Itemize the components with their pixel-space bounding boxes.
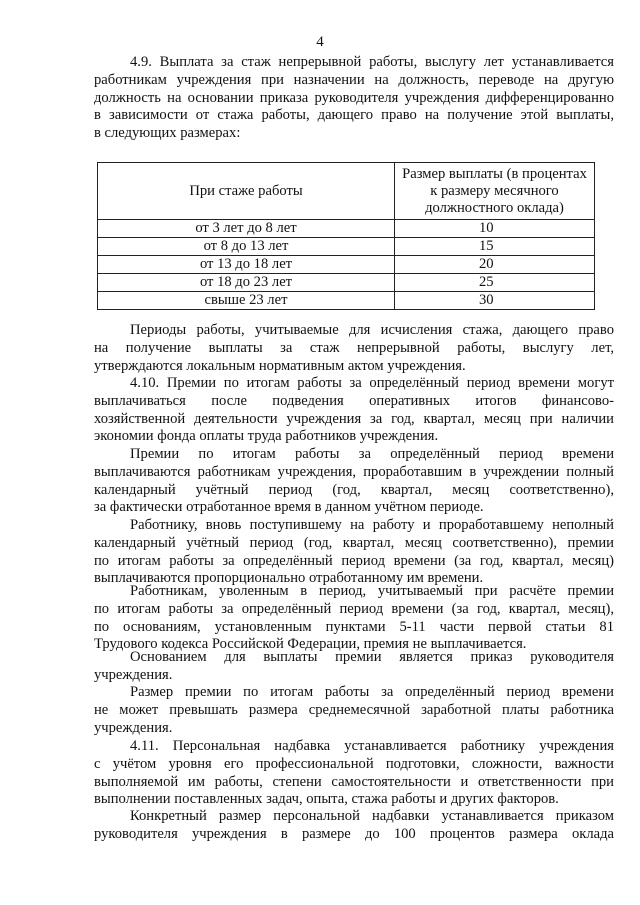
cell-period: от 18 до 23 лет: [98, 274, 395, 292]
cell-period: от 13 до 18 лет: [98, 256, 395, 274]
text-line: по основаниям, установленным пунктами 5-11 части первой статьи 81: [94, 618, 614, 635]
text-line: должность на основании приказа руководителя учреждения дифференцированно: [94, 89, 614, 106]
paragraph: [94, 649, 614, 685]
seniority-pay-table: [97, 162, 595, 310]
text-line: Конкретный размер персональной надбавки устанавливается приказом: [130, 808, 614, 824]
text-line: календарный учётный период (год, квартал, месяц соответственно),: [94, 481, 614, 498]
text-line: Периоды работы, учитываемые для исчисления стажа, дающего право: [130, 322, 614, 338]
page-number: 4: [316, 34, 324, 50]
text-line: по итогам работы за определённый период времени (за год, квартал, месяц),: [94, 600, 614, 617]
text-line: не может превышать размера среднемесячной заработной платы работника: [94, 701, 614, 718]
header-payment-line: к размеру месячного: [430, 182, 559, 199]
text-line: утверждаются локальным нормативным актом учреждения.: [94, 357, 466, 374]
cell-percent: 10: [395, 220, 595, 238]
cell-percent: 20: [395, 256, 595, 274]
cell-period: от 8 до 13 лет: [98, 238, 395, 256]
table-row: [98, 256, 595, 274]
header-payment-line: должностного оклада): [425, 199, 564, 216]
cell-percent: 30: [395, 292, 595, 310]
text-line: выполняемой им работы, степени самостоятельности и ответственности при: [94, 773, 614, 790]
text-line: Работникам, уволенным в период, учитываемый при расчёте премии: [130, 583, 614, 599]
paragraph: [94, 375, 614, 446]
text-line: на получение выплаты за стаж непрерывной работы, выслугу лет,: [94, 339, 614, 356]
header-seniority: При стаже работы: [98, 163, 395, 220]
table-row: [98, 274, 595, 292]
header-payment-size: [395, 163, 595, 220]
text-line: 4.11. Персональная надбавка устанавливается работнику учреждения: [130, 738, 614, 754]
text-line: экономии фонда оплаты труда работников учреждения.: [94, 428, 439, 445]
paragraph: [94, 738, 614, 809]
cell-percent: 25: [395, 274, 595, 292]
text-line: с учётом уровня его профессиональной подготовки, сложности, важности: [94, 755, 614, 772]
text-line: 4.9. Выплата за стаж непрерывной работы, выслугу лет устанавливается: [130, 54, 614, 70]
text-line: за фактически отработанное время в данном учётном периоде.: [94, 499, 484, 516]
paragraph: [94, 684, 614, 737]
text-line: в зависимости от стажа работы, дающего право на получение этой выплаты,: [94, 107, 614, 124]
text-line: выплачиваются пропорционально отработанному им времени.: [94, 570, 484, 587]
text-line: в следующих размерах:: [94, 125, 241, 142]
paragraph: [94, 517, 614, 588]
header-payment-line: Размер выплаты (в процентах: [402, 165, 587, 182]
cell-period: от 3 лет до 8 лет: [98, 220, 395, 238]
text-line: руководителя учреждения в размере до 100 процентов размера оклада: [94, 825, 614, 842]
cell-period: свыше 23 лет: [98, 292, 395, 310]
table-row: [98, 220, 595, 238]
text-line: календарный учётный период (год, квартал, месяц соответственно), премии: [94, 534, 614, 551]
paragraph: [94, 446, 614, 517]
text-line: хозяйственной деятельности учреждения за год, квартал, месяц при наличии: [94, 410, 614, 427]
paragraph: [94, 808, 614, 844]
text-line: Работнику, вновь поступившему на работу и проработавшему неполный: [130, 517, 614, 533]
text-line: Основанием для выплаты премии является приказ руководителя: [130, 649, 614, 665]
table-row: [98, 238, 595, 256]
paragraph: [94, 583, 614, 654]
text-line: выполнении поставленных задач, опыта, стажа работы и других факторов.: [94, 791, 559, 808]
text-line: учреждения.: [94, 666, 173, 683]
text-line: Премии по итогам работы за определённый период времени: [130, 446, 614, 462]
paragraph: [94, 322, 614, 375]
paragraph-4-9: [94, 54, 614, 143]
text-line: выплачиваться после подведения оперативных итогов финансово-: [94, 392, 614, 409]
text-line: Размер премии по итогам работы за определённый период времени: [130, 684, 614, 700]
text-line: по итогам работы за определённый период времени (за год, квартал, месяц): [94, 552, 614, 569]
text-line: Трудового кодекса Российской Федерации, премия не выплачивается.: [94, 636, 527, 653]
table-row: [98, 292, 595, 310]
text-line: работникам учреждения при назначении на должность, переводе на другую: [94, 71, 614, 88]
text-line: учреждения.: [94, 719, 173, 736]
text-line: 4.10. Премии по итогам работы за определённый период времени могут: [130, 375, 614, 391]
cell-percent: 15: [395, 238, 595, 256]
text-line: выплачиваются работникам учреждения, проработавшим в учреждении полный: [94, 463, 614, 480]
table-header-row: [98, 163, 595, 220]
